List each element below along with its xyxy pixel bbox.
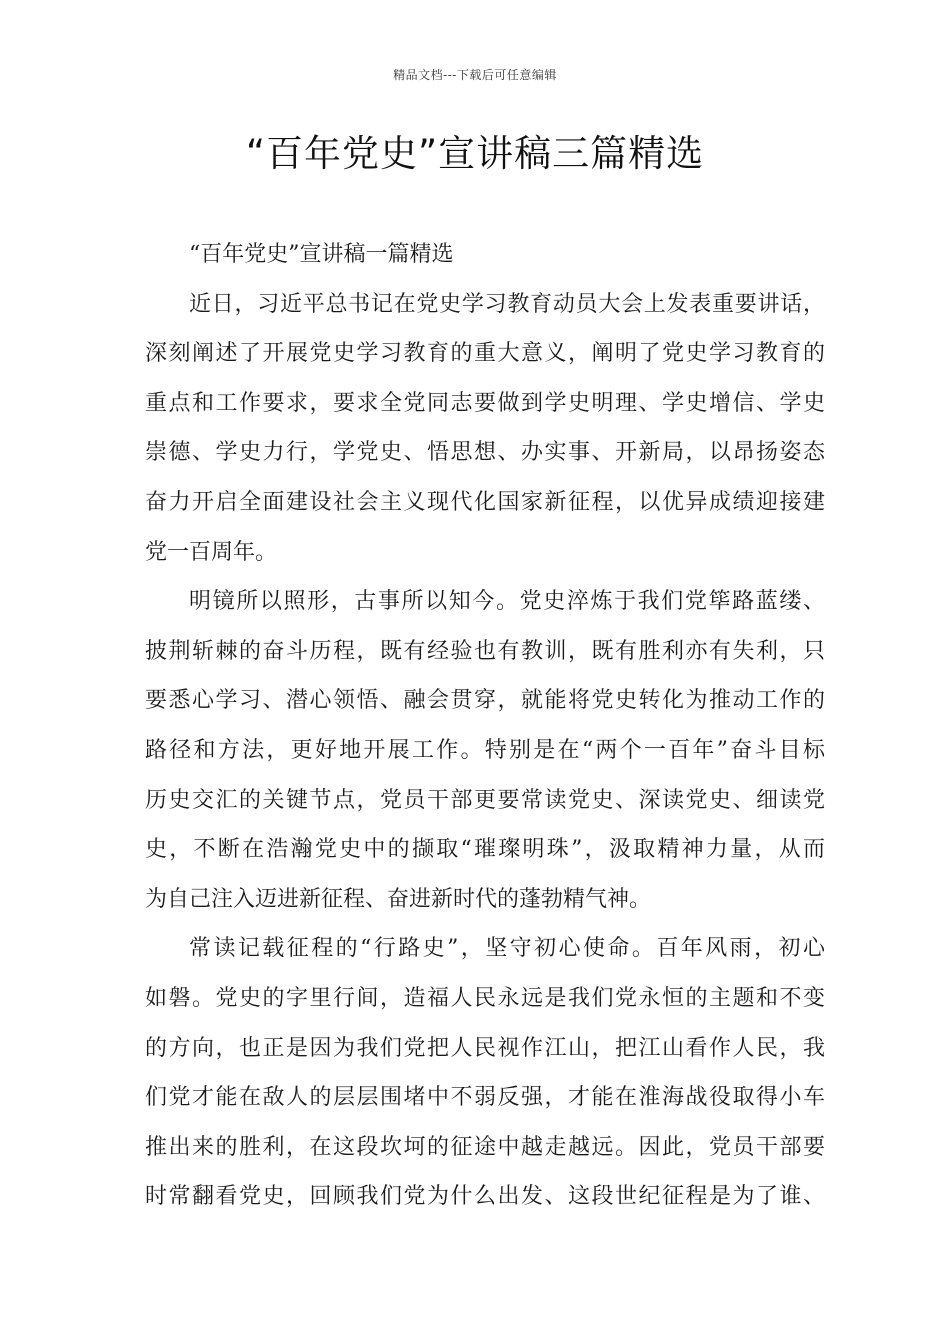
paragraph-line: 推出来的胜利，在这段坎坷的征途中越走越远。因此，党员干部要 (145, 1134, 825, 1160)
paragraph-line: 党一百周年。 (145, 539, 278, 565)
paragraph-line: 们党才能在敌人的层层围堵中不弱反强，才能在淮海战役取得小车 (145, 1085, 825, 1111)
paragraph-line: 深刻阐述了开展党史学习教育的重大意义，阐明了党史学习教育的 (145, 341, 825, 367)
paragraph-line: 时常翻看党史，回顾我们党为什么出发、这段世纪征程是为了谁、 (145, 1184, 825, 1210)
paragraph-line: 明镜所以照形，古事所以知今。党史淬炼于我们党筚路蓝缕、 (189, 589, 825, 615)
paragraph-line: 如磐。党史的字里行间，造福人民永远是我们党永恒的主题和不变 (145, 985, 825, 1011)
paragraph-line: 崇德、学史力行，学党史、悟思想、办实事、开新局，以昂扬姿态 (145, 440, 825, 466)
paragraph-line: 为自己注入迈进新征程、奋进新时代的蓬勃精气神。 (145, 886, 652, 912)
paragraph-line: 重点和工作要求，要求全党同志要做到学史明理、学史增信、学史 (145, 390, 825, 416)
header-note: 精品文档---下载后可任意编辑 (393, 68, 557, 82)
paragraph-line: 近日，习近平总书记在党史学习教育动员大会上发表重要讲话， (189, 291, 825, 317)
document-body (145, 230, 825, 1222)
paragraph-line: 历史交汇的关键节点，党员干部更要常读党史、深读党史、细读党 (145, 787, 825, 813)
section-subtitle: “百年党史”宣讲稿一篇精选 (189, 242, 454, 267)
paragraph-line: 披荆斩棘的奋斗历程，既有经验也有教训，既有胜利亦有失利，只 (145, 638, 825, 664)
document-title: “百年党史”宣讲稿三篇精选 (245, 132, 705, 175)
paragraph-line: 的方向，也正是因为我们党把人民视作江山，把江山看作人民，我 (145, 1035, 825, 1061)
paragraph-line: 要悉心学习、潜心领悟、融会贯穿，就能将党史转化为推动工作的 (145, 688, 825, 714)
paragraph-line: 路径和方法，更好地开展工作。特别是在“两个一百年”奋斗目标 (145, 737, 825, 763)
paragraph-line: 奋力开启全面建设社会主义现代化国家新征程，以优异成绩迎接建 (145, 489, 825, 515)
paragraph-line: 常读记载征程的“行路史”，坚守初心使命。百年风雨，初心 (189, 936, 825, 962)
paragraph-line: 史，不断在浩瀚党史中的撷取“璀璨明珠”，汲取精神力量，从而 (145, 837, 825, 863)
